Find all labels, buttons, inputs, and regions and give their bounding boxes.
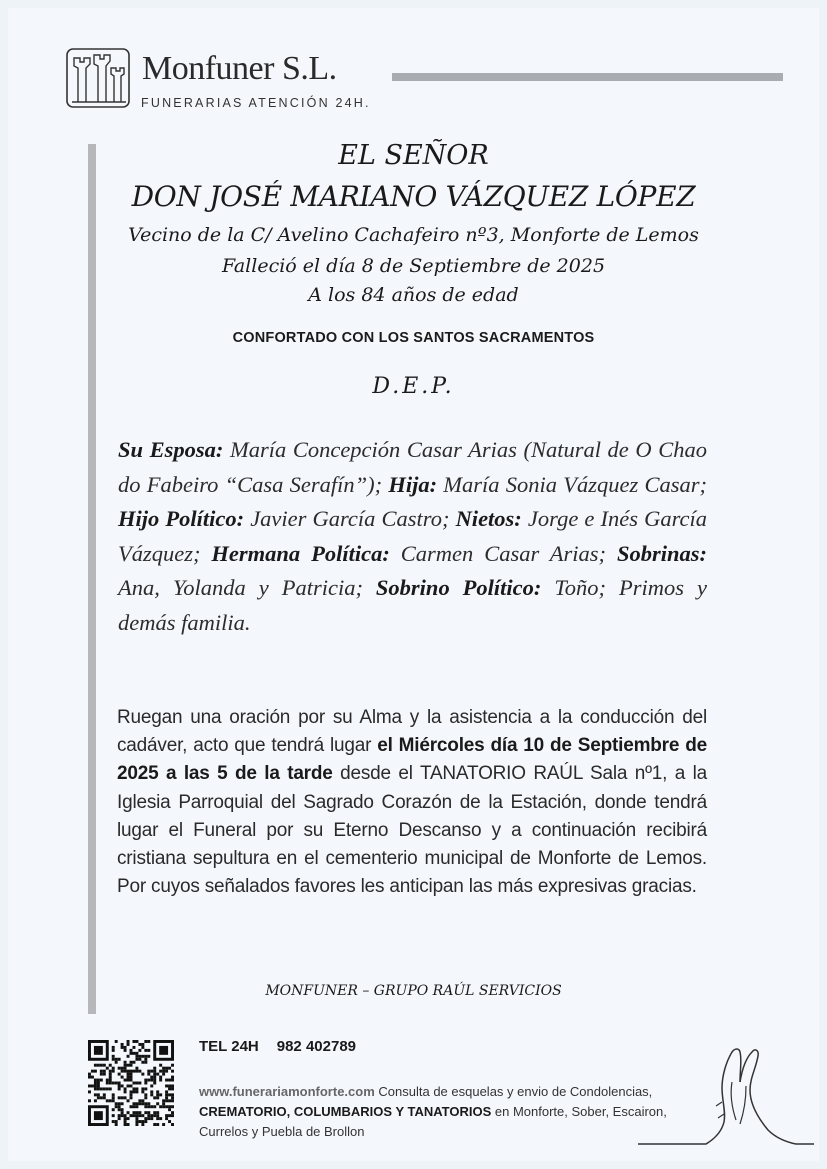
footer-text	[199, 1082, 669, 1142]
death-date-line: Falleció el día 8 de Septiembre de 2025	[221, 255, 606, 277]
family-names: Javier García Castro;	[244, 506, 456, 531]
service-datetime: el Miércoles día 10 de Septiembre de 2025 a las 5 de la tarde	[117, 735, 707, 785]
family-names: María Sonia Vázquez Casar;	[437, 471, 707, 497]
footer-services: CREMATORIO, COLUMBARIOS Y TANATORIOS	[199, 1104, 492, 1119]
family-names: Carmen Casar Arias;	[389, 540, 617, 566]
sacraments-line: CONFORTADO CON LOS SANTOS SACRAMENTOS	[232, 330, 595, 346]
family-label: Nietos:	[455, 506, 522, 531]
signature-line: MONFUNER – GRUPO RAÚL SERVICIOS	[265, 983, 562, 999]
brand-tagline: FUNERARIAS ATENCIÓN 24H.	[141, 96, 371, 110]
residence-line: Vecino de la C/ Avelino Cachafeiro nº3, Monforte de Lemos	[128, 224, 699, 246]
deceased-name: DON JOSÉ MARIANO VÁZQUEZ LÓPEZ	[131, 180, 696, 213]
family-label: Sobrinas:	[616, 540, 707, 566]
praying-hands-icon	[636, 1042, 816, 1148]
phone-number[interactable]: 982 402789	[276, 1038, 356, 1055]
family-label: Hija:	[388, 471, 438, 497]
brand-name: Monfuner S.L.	[142, 50, 337, 87]
service-paragraph	[117, 704, 707, 901]
dep-line: D.E.P.	[372, 374, 455, 399]
service-text-1: Ruegan una oración por su Alma y la asistencia a la conducción del cadáver, acto que tendrá lugar	[117, 707, 707, 757]
title-honorific: EL SEÑOR	[338, 140, 489, 171]
footer-text-2: en Monforte, Sober, Escairon, Currelos y Puebla de Brollon	[199, 1104, 667, 1139]
service-text-2: desde el TANATORIO RAÚL Sala nº1, a la Iglesia Parroquial del Sagrado Corazón de la Estación, donde tendrá lugar el Funeral por su Eterno Descanso y a continuación recibirá cristiana sepultura en el cementerio municipal de Monforte de Lemos. Por cuyos señalados favores les anticipan las más expresivas gracias.	[117, 763, 707, 898]
family-label: Hermana Política:	[211, 540, 390, 566]
qr-code-icon[interactable]	[88, 1040, 174, 1126]
castle-logo-icon	[64, 46, 132, 110]
family-closing: Primos y demás familia.	[118, 575, 707, 635]
phone-line	[199, 1038, 356, 1055]
website-link[interactable]: www.funerariamonforte.com	[199, 1084, 375, 1099]
family-names: Jorge e Inés García Vázquez;	[118, 506, 707, 566]
family-names: María Concepción Casar Arias (Natural de O Chao do Fabeiro “Casa Serafín”);	[118, 437, 707, 497]
header-divider-bar	[392, 73, 783, 81]
phone-label: TEL 24H	[199, 1038, 259, 1055]
age-line: A los 84 años de edad	[308, 284, 519, 306]
footer-text-1: Consulta de esquelas y envio de Condolencias,	[374, 1084, 653, 1099]
family-names: Ana, Yolanda y Patricia;	[118, 575, 376, 600]
family-label: Hijo Político:	[118, 506, 245, 531]
family-label: Sobrino Político:	[375, 575, 542, 600]
family-names: Toño;	[541, 575, 620, 600]
family-paragraph	[118, 433, 707, 640]
family-label: Su Esposa:	[118, 437, 224, 462]
